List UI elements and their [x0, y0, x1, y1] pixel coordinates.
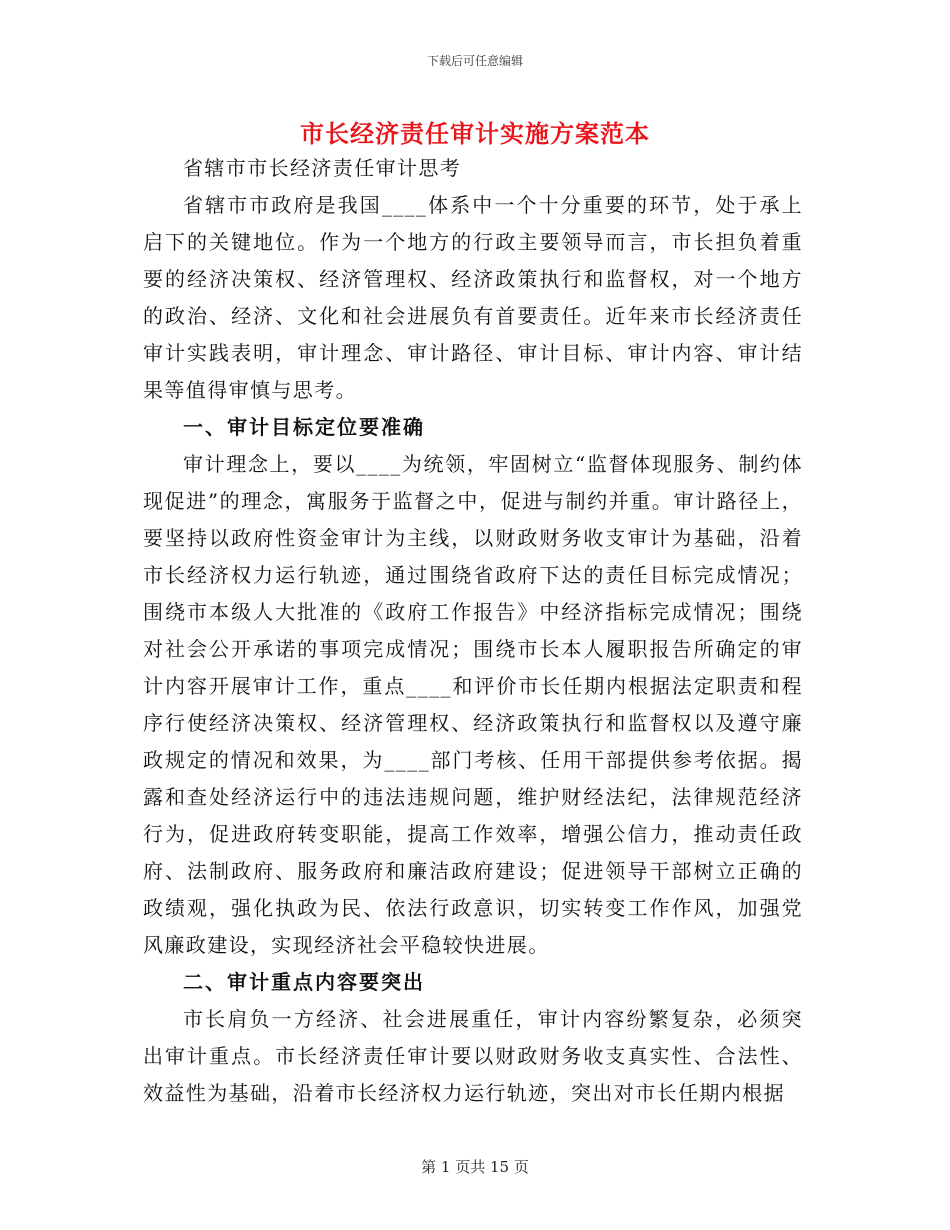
- section-heading-1: 一、审计目标定位要准确: [183, 415, 425, 439]
- subtitle-paragraph: 省辖市市长经济责任审计思考: [183, 156, 462, 180]
- section-heading-2: 二、审计重点内容要突出: [183, 970, 425, 994]
- header-note: 下载后可任意编辑: [426, 54, 523, 68]
- document-title: 市长经济责任审计实施方案范本: [300, 120, 650, 148]
- intro-paragraph: 省辖市市政府是我国____体系中一个十分重要的环节，处于承上启下的关键地位。作为一个地方的行政主要领导而言，市长担负着重要的经济决策权、经济管理权、经济政策执行和监督权，对一个地方的政治、经济、文化和社会进展负有首要责任。近年来市长经济责任审计实践表明，审计理念、审计路径、审计目标、审计内容、审计结果等值得审慎与思考。: [143, 193, 803, 402]
- document-body: [143, 150, 803, 1112]
- section-2-paragraph: 市长肩负一方经济、社会进展重任，审计内容纷繁复杂，必须突出审计重点。市长经济责任审计要以财政财务收支真实性、合法性、效益性为基础，沿着市长经济权力运行轨迹，突出对市长任期内根据: [143, 1007, 803, 1105]
- section-1-paragraph: 审计理念上，要以____为统领，牢固树立“监督体现服务、制约体现促进”的理念，寓服务于监督之中，促进与制约并重。审计路径上，要坚持以政府性资金审计为主线，以财政财务收支审计为基础，沿着市长经济权力运行轨迹，通过围绕省政府下达的责任目标完成情况；围绕市本级人大批准的《政府工作报告》中经济指标完成情况；围绕对社会公开承诺的事项完成情况；围绕市长本人履职报告所确定的审计内容开展审计工作，重点____和评价市长任期内根据法定职责和程序行使经济决策权、经济管理权、经济政策执行和监督权以及遵守廉政规定的情况和效果，为____部门考核、任用干部提供参考依据。揭露和查处经济运行中的违法违规问题，维护财经法纪，法律规范经济行为，促进政府转变职能，提高工作效率，增强公信力，推动责任政府、法制政府、服务政府和廉洁政府建设；促进领导干部树立正确的政绩观，强化执政为民、依法行政意识，切实转变工作作风，加强党风廉政建设，实现经济社会平稳较快进展。: [143, 452, 803, 957]
- page-number-footer: 第 1 页共 15 页: [421, 1158, 529, 1176]
